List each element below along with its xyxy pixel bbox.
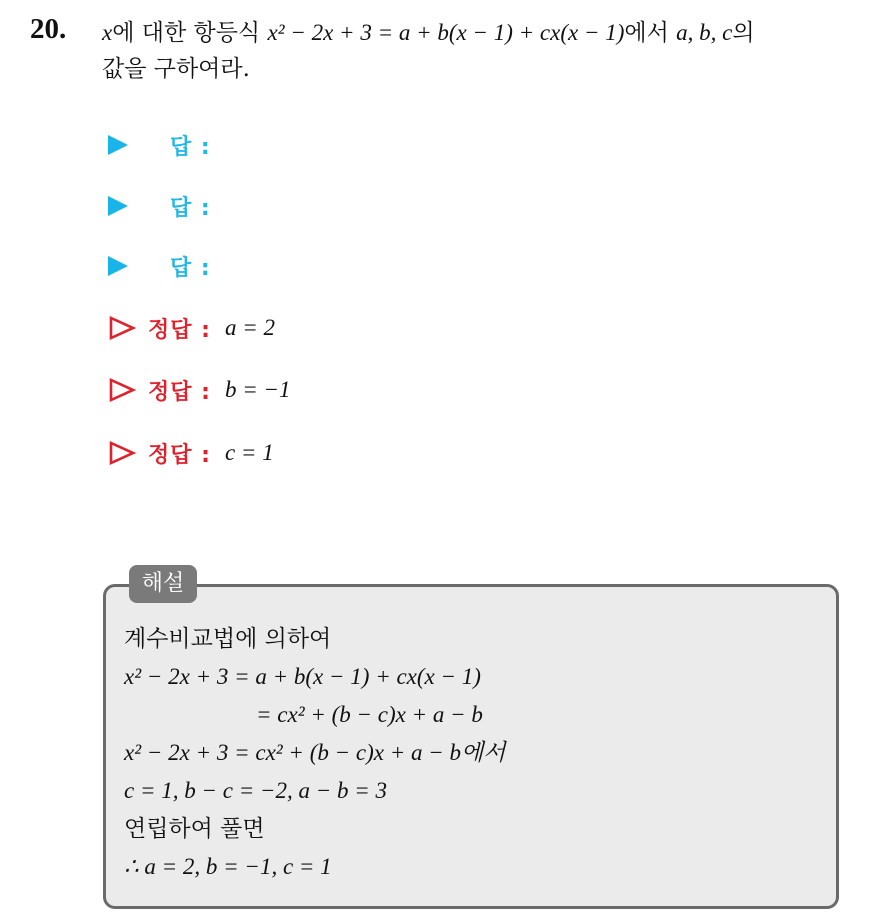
question-var-x: x [102,20,113,45]
correct-answer-3 [108,436,274,470]
solution-line-6: 연립하여 풀면 [124,816,265,842]
question-vars: a, b, c [676,20,733,45]
solution-line-7: ∴ a = 2, b = −1, c = 1 [124,854,332,879]
question-equation: x² − 2x + 3 = a + b(x − 1) + cx(x − 1) [267,20,625,45]
answer-label: 답 : [170,134,211,160]
triangle-marker-icon [108,196,128,216]
question-text-2: 에서 [624,20,677,46]
answer-slot-2[interactable] [108,189,211,223]
answer-slot-1[interactable] [108,128,211,162]
triangle-marker-icon [108,135,128,155]
outline-triangle-icon [108,377,136,403]
question-line-2: 값을 구하여라. [102,56,250,82]
solution-line-3: = cx² + (b − c)x + a − b [256,702,483,727]
problem-text [102,15,872,87]
problem-number: 20. [30,13,67,45]
answer-slot-3[interactable] [108,249,211,283]
question-text-1: 에 대한 항등식 [112,20,268,46]
correct-answer-label: 정답 : [148,442,211,468]
solution-line-5: c = 1, b − c = −2, a − b = 3 [124,778,388,803]
solution-tab: 해설 [129,565,197,603]
correct-answer-value: b = −1 [224,377,291,402]
outline-triangle-icon [108,440,136,466]
correct-answer-label: 정답 : [148,317,211,343]
solution-content [124,620,505,886]
solution-line-4: x² − 2x + 3 = cx² + (b − c)x + a − b에서 [124,740,506,765]
correct-answer-1 [108,311,275,345]
answer-label: 답 : [170,195,211,221]
question-text-3: 의 [732,20,755,46]
correct-answer-value: c = 1 [224,440,274,465]
correct-answer-value: a = 2 [224,315,275,340]
correct-answer-2 [108,373,291,407]
solution-line-1: 계수비교법에 의하여 [124,626,332,652]
answer-label: 답 : [170,255,211,281]
correct-answer-label: 정답 : [148,379,211,405]
triangle-marker-icon [108,256,128,276]
outline-triangle-icon [108,315,136,341]
solution-line-2: x² − 2x + 3 = a + b(x − 1) + cx(x − 1) [124,664,481,689]
